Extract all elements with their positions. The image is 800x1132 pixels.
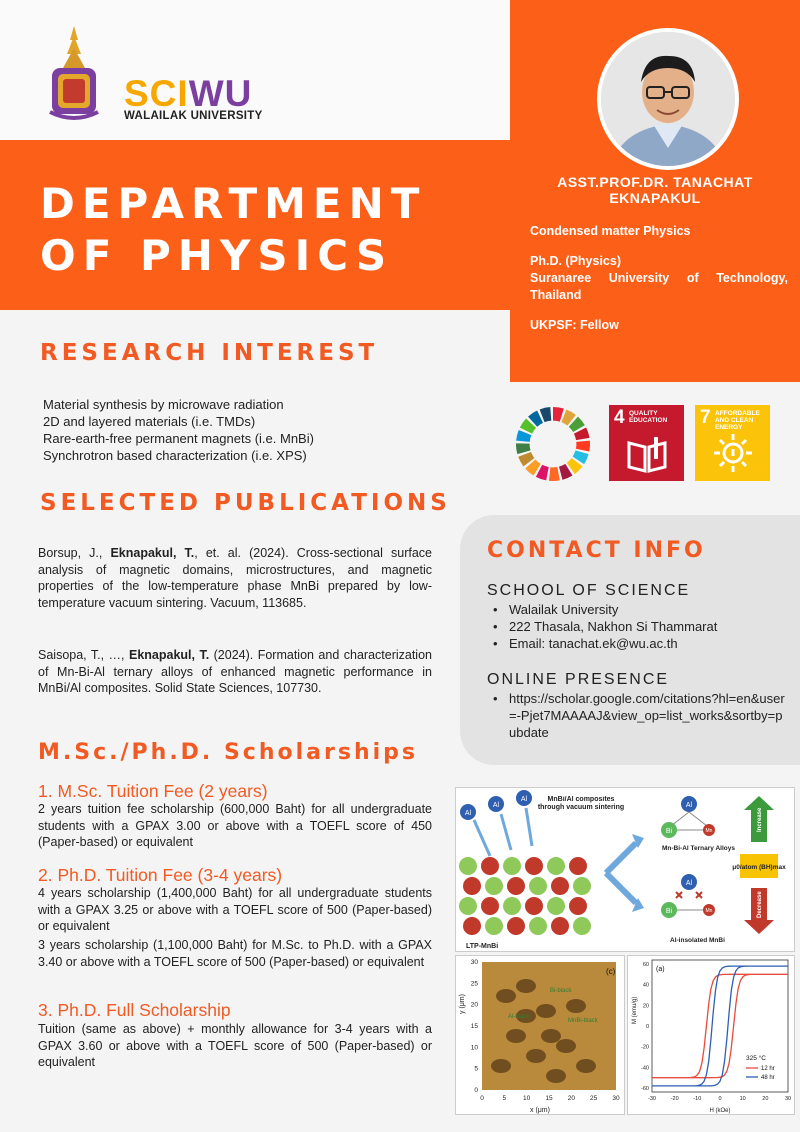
lattice-atom	[485, 917, 503, 935]
lattice-atom	[569, 857, 587, 875]
lattice-atom	[573, 917, 591, 935]
ternary-label: Mn-Bi-Al Ternary Alloys	[662, 845, 735, 852]
afm-y-tick: 10	[470, 1044, 478, 1052]
svg-text:Al: Al	[464, 810, 472, 817]
lattice-atom	[569, 897, 587, 915]
lattice-atom	[507, 877, 525, 895]
hyst-y-label: M (emu/g)	[632, 996, 638, 1024]
degree: Ph.D. (Physics)	[530, 254, 621, 268]
svg-text:Mn: Mn	[705, 828, 713, 834]
sun-power-icon	[713, 433, 753, 473]
scholarship-1-text: 2 years tuition fee scholarship (600,000 Baht) for all undergraduate students with a GPAX 3.00 or above with a TOEFL score of 450 (Paper-based) or equivalent	[38, 802, 432, 849]
lattice-atom	[485, 877, 503, 895]
list-item: Rare-earth-free permanent magnets (i.e. MnBi)	[43, 431, 314, 446]
sdg-goal-7-badge: 7 AFFORDABLE AND CLEAN ENERGY	[695, 405, 770, 481]
afm-annotation: MnBi-black	[568, 1018, 598, 1024]
insolated-icon	[661, 874, 715, 918]
scholarship-2-text: 4 years scholarship (1,400,000 Baht) for all undergraduate students with a GPAX 3.25 or above with a TOEFL score of 500 (Paper-based) or equivalent	[38, 886, 432, 933]
svg-text:Al: Al	[685, 802, 693, 809]
afm-y-tick: 15	[470, 1023, 478, 1030]
research-interest-heading: RESEARCH INTEREST	[40, 340, 379, 366]
afm-x-label: x (μm)	[530, 1107, 550, 1114]
process-label: MnBi/Al composites through vacuum sintering	[537, 796, 625, 811]
svg-text:Decrease: Decrease	[757, 891, 763, 918]
lattice-atom	[525, 857, 543, 875]
afm-annotation: Bi-black	[550, 988, 572, 994]
scholarship-3-text: Tuition (same as above) + monthly allowance for 3-4 years with a GPAX 3.60 or above with a TOEFL score of 500 (Paper-based) or equivalent	[38, 1022, 432, 1069]
hyst-y-tick: 60	[642, 962, 649, 968]
al-atom-icon	[460, 790, 532, 820]
scholarship-2-text-alt: 3 years scholarship (1,100,000 Baht) for M.Sc. to Ph.D. with a GPAX 3.40 or above with a TOEFL score of 500 (Paper-based) or equivalent	[38, 938, 432, 969]
lattice-atom	[459, 857, 477, 875]
svg-text:Bi: Bi	[665, 908, 673, 915]
sdg-goal-4-badge: 4 QUALITY EDUCATION	[609, 405, 684, 481]
lattice-atom	[507, 917, 525, 935]
legend-entry: 12 hr	[761, 1066, 775, 1072]
scholarships-heading: M.Sc./Ph.D. Scholarships	[38, 740, 418, 765]
lattice-atom	[547, 857, 565, 875]
research-field: Condensed matter Physics	[530, 224, 691, 238]
hyst-x-tick: -30	[648, 1096, 656, 1102]
university-name: WALAILAK UNIVERSITY	[124, 110, 263, 122]
hyst-y-tick: 0	[645, 1024, 649, 1030]
svg-text:Al: Al	[492, 802, 500, 809]
legend-entry: 48 hr	[761, 1075, 775, 1081]
hyst-y-tick: -60	[641, 1086, 649, 1092]
list-item: • Walailak University	[487, 601, 787, 618]
hyst-x-tick: -20	[670, 1096, 679, 1102]
online-presence-heading: ONLINE PRESENCE	[487, 671, 670, 688]
afm-x-tick: 25	[590, 1095, 598, 1102]
afm-panel-label: (c)	[606, 967, 616, 976]
hysteresis-figure	[627, 955, 795, 1115]
hyst-panel-label: (a)	[656, 966, 665, 973]
hyst-plot-frame	[652, 960, 788, 1092]
publication-item: Borsup, J., Eknapakul, T., et. al. (2024). Cross-sectional surface analysis of magnetic domains, microstructures, and magnetic properties of the low-temperature phase MnBi prepared by low-temperature vacuum sintering. Vacuum, 113685.	[38, 546, 432, 610]
scholar-link[interactable]: • https://scholar.google.com/citations?hl=en&user=-Pjet7MAAAAJ&view_op=list_works&sortby=pubdate	[487, 690, 787, 741]
afm-image-figure	[455, 955, 625, 1115]
svg-text:Mn: Mn	[705, 908, 713, 914]
lattice-atom	[459, 897, 477, 915]
publication-item: Saisopa, T., …, Eknapakul, T. (2024). Formation and characterization of Mn-Bi-Al ternary alloys of enhanced magnetic performance in MnBi/Al composites. Solid State Sciences, 107730.	[38, 648, 432, 695]
research-interest-list	[43, 396, 314, 464]
hyst-temp-label: 325 °C	[746, 1055, 766, 1062]
svg-text:Al: Al	[685, 880, 693, 887]
hyst-x-tick: 30	[784, 1096, 792, 1102]
afm-x-tick: 20	[567, 1095, 575, 1102]
lattice-atom	[481, 857, 499, 875]
lattice-atom	[503, 857, 521, 875]
selected-publications-heading: SELECTED PUBLICATIONS	[40, 490, 451, 516]
svg-text:Al: Al	[520, 796, 528, 803]
lattice-atom	[551, 917, 569, 935]
ukpsf-status: UKPSF: Fellow	[530, 318, 619, 332]
degree-university: Suranaree University of Technology, Thailand	[530, 271, 788, 302]
lattice-atom	[463, 877, 481, 895]
hyst-x-tick: 0	[718, 1096, 722, 1102]
lattice-atom	[529, 877, 547, 895]
scholarship-1-title: 1. M.Sc. Tuition Fee (2 years)	[38, 781, 268, 801]
afm-y-tick: 25	[470, 980, 478, 988]
afm-y-tick: 30	[470, 959, 478, 966]
afm-x-tick: 15	[545, 1095, 553, 1102]
lattice-atom	[525, 897, 543, 915]
lattice-atom	[573, 877, 591, 895]
sdg-wheel-icon	[514, 405, 592, 483]
hyst-x-label: H (kOe)	[709, 1108, 731, 1114]
insolated-label: Al-insolated MnBi	[670, 937, 725, 944]
book-icon	[627, 437, 667, 473]
contact-info-heading: CONTACT INFO	[487, 538, 706, 563]
lattice-atom	[463, 917, 481, 935]
afm-annotation: Al-black	[508, 1014, 530, 1020]
hyst-x-tick: 20	[762, 1096, 769, 1102]
hyst-x-tick: 10	[739, 1096, 746, 1102]
svg-text:Increase: Increase	[757, 807, 763, 832]
ltp-mnbi-label: LTP-MnBi	[466, 943, 499, 950]
professor-name: ASST.PROF.DR. TANACHAT EKNAPAKUL	[557, 174, 753, 206]
hyst-y-tick: 40	[642, 982, 649, 989]
scholarship-2-title: 2. Ph.D. Tuition Fee (3-4 years)	[38, 865, 283, 885]
afm-y-tick: 5	[474, 1065, 478, 1073]
lattice-atom	[547, 897, 565, 915]
ternary-alloy-icon	[661, 796, 715, 838]
profile-photo	[597, 28, 739, 170]
afm-x-tick: 30	[612, 1095, 620, 1102]
department-title: DEPARTMENT OF PHYSICS	[40, 179, 427, 280]
hyst-y-tick: 20	[642, 1003, 649, 1010]
list-item: • 222 Thasala, Nakhon Si Thammarat	[487, 618, 787, 635]
email-address[interactable]: • Email: tanachat.ek@wu.ac.th	[487, 635, 787, 652]
afm-x-tick: 0	[480, 1095, 484, 1102]
list-item: 2D and layered materials (i.e. TMDs)	[43, 414, 256, 429]
lattice-atom	[529, 917, 547, 935]
hyst-x-tick: -10	[693, 1096, 702, 1102]
afm-x-tick: 5	[502, 1095, 507, 1102]
afm-y-tick: 20	[470, 1001, 478, 1009]
lattice-atom	[503, 897, 521, 915]
ltp-mnbi-lattice	[459, 857, 591, 935]
school-info-list	[487, 601, 787, 652]
lattice-atom	[551, 877, 569, 895]
lattice-atom	[481, 897, 499, 915]
university-crest-logo	[46, 26, 102, 122]
hyst-y-tick: -20	[641, 1044, 649, 1051]
scholarship-3-title: 3. Ph.D. Full Scholarship	[38, 1000, 231, 1020]
svg-text:μ0/atom (BH)max: μ0/atom (BH)max	[732, 864, 786, 871]
afm-y-tick: 0	[474, 1087, 478, 1094]
school-heading: SCHOOL OF SCIENCE	[487, 582, 691, 599]
arrow-icon	[474, 808, 532, 856]
mnbi-schematic-figure	[455, 787, 795, 952]
person-portrait-icon	[601, 32, 735, 166]
list-item: Synchrotron based characterization (i.e. XPS)	[43, 448, 307, 463]
afm-y-label: y (μm)	[459, 994, 466, 1014]
hyst-y-tick: -40	[641, 1065, 649, 1072]
afm-x-tick: 10	[523, 1095, 531, 1102]
online-presence-list	[487, 690, 787, 741]
svg-text:Bi: Bi	[665, 828, 673, 835]
list-item: Material synthesis by microwave radiation	[43, 397, 284, 412]
sciwu-logo-text: SCIWU	[124, 73, 253, 114]
